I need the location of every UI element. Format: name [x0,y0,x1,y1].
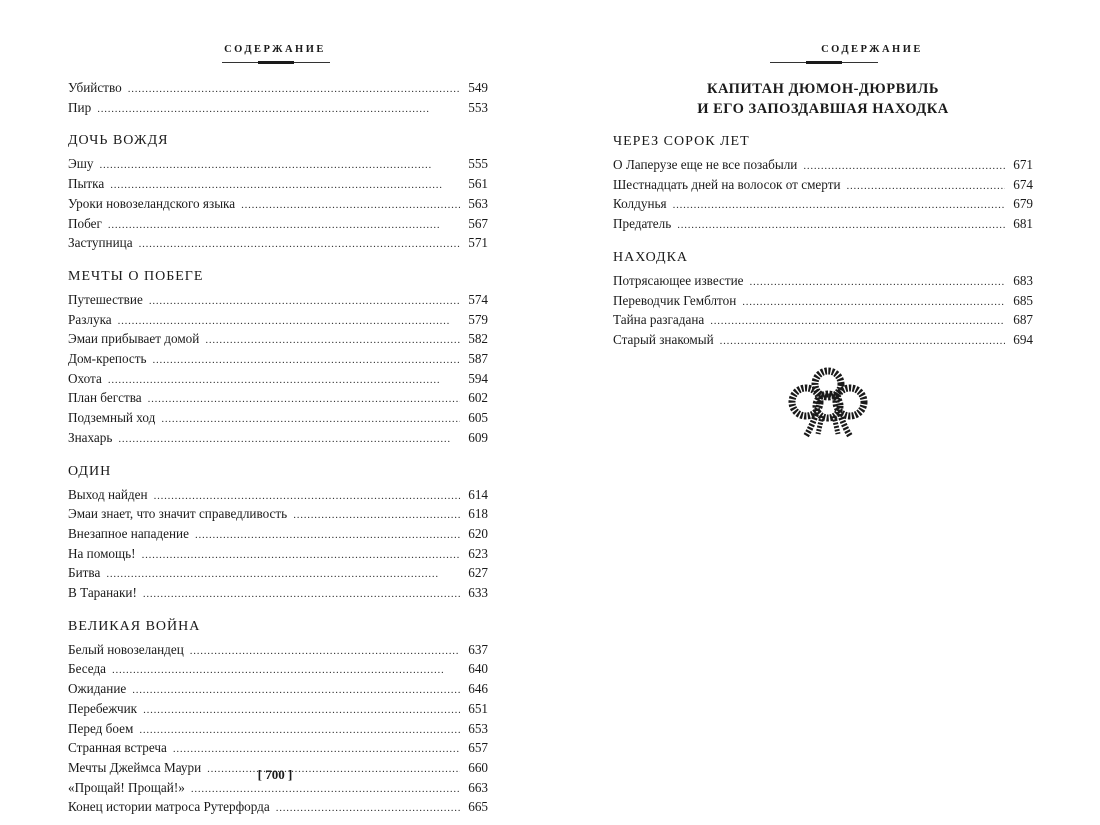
toc-entry [68,370,488,390]
toc-entry [68,409,488,429]
toc-entry [68,486,488,506]
entry-page-number: 571 [468,235,488,251]
toc-entry [68,700,488,720]
entry-page-number: 555 [468,156,488,172]
dot-leader [106,566,460,584]
entry-page-number: 553 [468,99,488,115]
entry-page-number: 683 [1013,272,1033,288]
head-rule [770,62,878,63]
entry-page-number: 609 [468,429,488,445]
entry-title: Конец истории матроса Рутерфорда [68,799,270,815]
entry-title: Эмаи знает, что значит справедливость [68,506,288,522]
entry-page-number: 582 [468,331,488,347]
dot-leader [108,217,460,235]
entry-title: Эшу [68,156,94,172]
dot-leader [142,547,460,565]
entry-page-number: 640 [468,661,488,677]
entry-title: Беседа [68,661,107,677]
toc-entry [68,215,488,235]
dot-leader [112,662,460,680]
entry-title: Пытка [68,176,105,192]
toc-entry [613,215,1033,235]
entry-title: Белый новозеландец [68,641,184,657]
toc-entry [68,720,488,740]
entry-title: Эмаи прибывает домой [68,331,200,347]
entry-title: Разлука [68,311,112,327]
entry-title: Подземный ход [68,410,156,426]
toc-entry [613,331,1033,351]
table-of-contents [613,79,1033,351]
rope-knot-icon [778,362,878,442]
entry-title: Колдунья [613,196,667,212]
toc-entry [613,292,1033,312]
dot-leader [173,741,460,759]
entry-title: План бегства [68,390,142,406]
toc-entry [68,739,488,759]
entry-page-number: 587 [468,351,488,367]
toc-entry [68,175,488,195]
entry-page-number: 579 [468,311,488,327]
section-heading: ОДИН [68,463,112,479]
entry-page-number: 674 [1013,176,1033,192]
entry-title: Переводчик Гемблтон [613,292,737,308]
dot-leader [99,157,460,175]
page-number-value: 700 [265,767,285,782]
dot-leader [276,800,460,818]
entry-page-number: 687 [1013,312,1033,328]
dot-leader [205,332,460,350]
toc-entry [68,660,488,680]
dot-leader [108,372,460,390]
toc-entry [613,176,1033,196]
toc-sections [68,132,488,818]
entry-page-number: 618 [468,506,488,522]
section-heading: ЧЕРЕЗ СОРОК ЛЕТ [613,134,750,149]
entry-page-number: 663 [468,779,488,795]
entry-page-number: 646 [468,681,488,697]
dot-leader [710,313,1005,331]
head-rule [222,62,330,63]
entry-title: В Таранаки! [68,585,137,601]
entry-title: Перебежчик [68,700,138,716]
dot-leader [139,722,460,740]
toc-entry [68,545,488,565]
toc-entry [68,429,488,449]
dot-leader [750,274,1005,292]
section-heading: ДОЧЬ ВОЖДЯ [68,133,169,149]
table-of-contents [68,79,488,818]
dot-leader [190,643,460,661]
entry-page-number: 685 [1013,292,1033,308]
entry-title: О Лаперузе еще не все позабыли [613,157,798,172]
toc-entry [613,195,1033,215]
entry-title: Путешествие [68,291,143,307]
toc-entry [613,272,1033,292]
entry-page-number: 671 [1013,157,1033,172]
entry-page-number: 694 [1013,331,1033,347]
entry-title: Ожидание [68,681,127,697]
part-title-line: И ЕГО ЗАПОЗДАВШАЯ НАХОДКА [697,101,949,117]
entry-title: Предатель [613,216,672,232]
toc-entry [68,564,488,584]
toc-entry [68,291,488,311]
toc-entry [68,350,488,370]
entry-page-number: 633 [468,585,488,601]
toc-entry [68,195,488,215]
entry-page-number: 651 [468,700,488,716]
running-head: СОДЕРЖАНИЕ [224,44,326,55]
entry-page-number: 681 [1013,216,1033,232]
part-title-line: КАПИТАН ДЮМОН-ДЮРВИЛЬ [707,81,939,97]
dot-leader [241,197,460,215]
entry-page-number: 623 [468,545,488,561]
entry-title: Мечты Джеймса Маури [68,759,202,775]
entry-title: Пир [68,99,92,115]
toc-entry [68,584,488,604]
toc-entry [68,311,488,331]
entry-page-number: 679 [1013,196,1033,212]
section-heading: ВЕЛИКАЯ ВОЙНА [68,618,201,634]
dot-leader [97,101,460,119]
entry-title: Тайна разгадана [613,312,705,328]
part-title [613,79,1033,119]
entry-page-number: 561 [468,176,488,192]
toc-entry [68,680,488,700]
dot-leader [118,431,460,449]
entry-title: Битва [68,565,101,581]
entry-page-number: 563 [468,195,488,211]
entry-page-number: 594 [468,370,488,386]
entry-title: Внезапное нападение [68,525,189,541]
toc-entry [68,99,488,119]
entry-title: Выход найден [68,486,148,502]
dot-leader [673,197,1005,215]
dot-leader [803,158,1005,176]
entry-page-number: 574 [468,291,488,307]
dot-leader [677,217,1005,235]
toc-entry [68,389,488,409]
entry-title: Знахарь [68,429,113,445]
toc-entry [68,505,488,525]
dot-leader [161,411,460,429]
toc-entry [68,155,488,175]
entry-page-number: 665 [468,799,488,815]
entry-title: Уроки новозеландского языка [68,195,236,211]
toc-entry [68,330,488,350]
toc-entry [68,234,488,254]
dot-leader [139,236,460,254]
entry-title: Дом-крепость [68,351,147,367]
page-number: [ 700 ] [257,767,293,782]
entry-title: Странная встреча [68,740,167,756]
entry-page-number: 605 [468,410,488,426]
dot-leader [143,586,460,604]
entry-page-number: 614 [468,486,488,502]
toc-entry [68,525,488,545]
dot-leader [148,391,460,409]
entry-page-number: 620 [468,525,488,541]
dot-leader [153,352,460,370]
dot-leader [118,313,460,331]
entry-page-number: 627 [468,565,488,581]
entry-title: Старый знакомый [613,331,714,347]
entry-page-number: 657 [468,740,488,756]
right-page [550,0,1100,825]
dot-leader [847,178,1005,196]
running-head: СОДЕРЖАНИЕ [821,44,923,55]
entry-page-number: 660 [468,759,488,775]
dot-leader [143,702,460,720]
entry-title: Побег [68,215,102,231]
toc-entry [613,156,1033,176]
dot-leader [191,781,460,799]
dot-leader [720,333,1005,351]
entry-title: Перед боем [68,720,134,736]
toc-entry [68,79,488,99]
entry-page-number: 567 [468,215,488,231]
entry-title: Убийство [68,80,122,95]
section-heading: НАХОДКА [613,249,689,265]
dot-leader [154,488,460,506]
entry-title: «Прощай! Прощай!» [68,779,185,795]
entry-title: Потрясающее известие [613,272,744,288]
dot-leader [110,177,460,195]
dot-leader [149,293,460,311]
dot-leader [128,81,460,99]
entry-title: Заступница [68,235,133,251]
dot-leader [742,294,1005,312]
dot-leader [293,507,460,525]
entry-page-number: 653 [468,720,488,736]
dot-leader [195,527,460,545]
entry-title: Охота [68,370,102,386]
entry-title: Шестнадцать дней на волосок от смерти [613,176,841,192]
toc-entry [68,641,488,661]
toc-entry [68,798,488,818]
entry-page-number: 549 [468,80,488,95]
toc-sections [613,133,1033,351]
intro-entries [68,79,488,118]
dot-leader [132,682,460,700]
entry-page-number: 602 [468,390,488,406]
toc-entry [613,311,1033,331]
section-heading: МЕЧТЫ О ПОБЕГЕ [68,268,204,284]
entry-page-number: 637 [468,641,488,657]
entry-title: На помощь! [68,545,136,561]
